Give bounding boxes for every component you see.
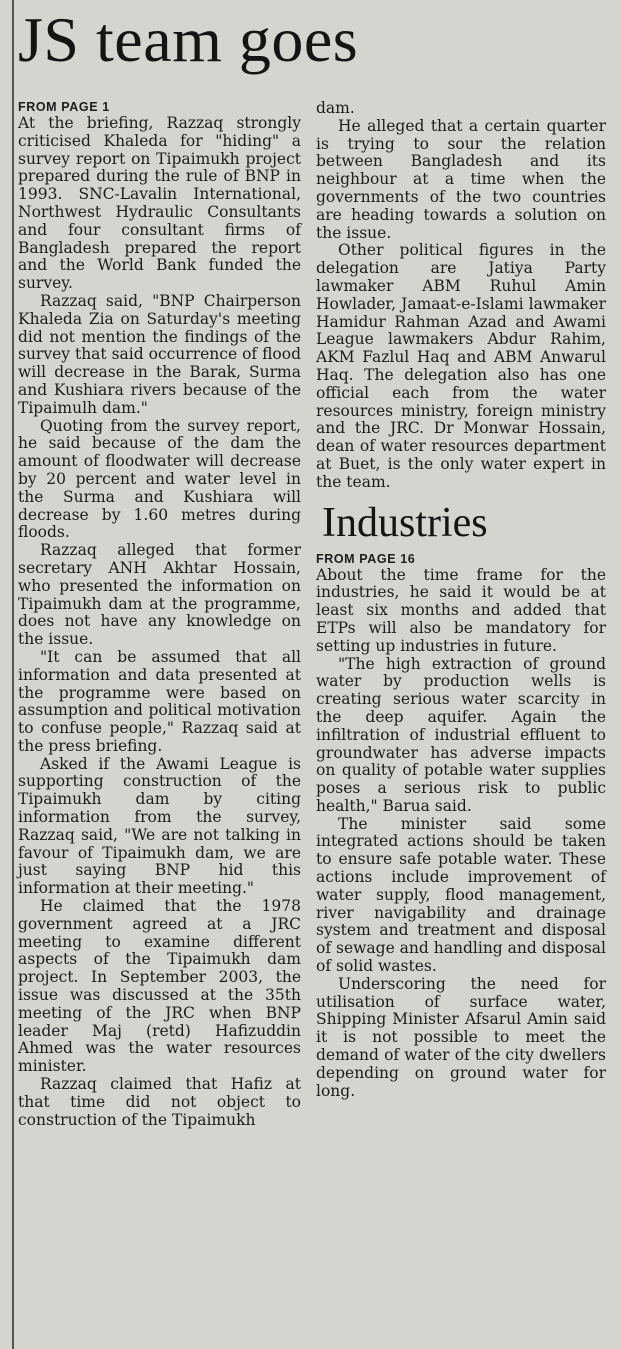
industries-headline: Industries bbox=[322, 499, 488, 546]
story2-kicker: FROM PAGE 16 bbox=[316, 551, 416, 566]
paragraph: The minister said some integrated actions should be taken to ensure safe potable water. These actions include improvement of water supply, flood management, river navigability and drainage system and treatment and disposal of sewage and handling and disposal of solid wastes. bbox=[316, 814, 606, 976]
paragraph: He alleged that a certain quarter is trying to sour the relation between Bangladesh and its neighbour at a time when the governments of the two countries are heading towards a solution on the issue. bbox=[316, 116, 606, 242]
paragraph: About the time frame for the industries, he said it would be at least six months and added that ETPs will also be mandatory for setting up industries in future. bbox=[316, 565, 606, 655]
paragraph: "The high extraction of ground water by production wells is creating serious water scarcity in the deep aquifer. Again the infiltration of industrial effluent to groundwater has adverse impacts on quality of potable water supplies poses a serious risk to public health," Barua said. bbox=[316, 654, 606, 815]
column-left bbox=[18, 100, 301, 1129]
paragraph: Asked if the Awami League is supporting construction of the Tipaimukh dam by citing information from the survey, Razzaq said, "We are not talking in favour of Tipaimukh dam, we are just saying BNP hid this information at their meeting." bbox=[18, 754, 301, 898]
paragraph: dam. bbox=[316, 99, 355, 117]
paragraph: "It can be assumed that all information and data presented at the programme were based on assumption and political motivation to confuse people," Razzaq said at the press briefing. bbox=[18, 647, 301, 755]
left-column-rule bbox=[12, 0, 14, 1349]
paragraph: Razzaq claimed that Hafiz at that time did not object to construction of the Tipaimukh bbox=[18, 1075, 301, 1129]
paragraph: Quoting from the survey report, he said because of the dam the amount of floodwater will decrease by 20 percent and water level in the Surma and Kushiara will decrease by 1.60 metres during floods. bbox=[18, 416, 301, 542]
paragraph: Underscoring the need for utilisation of surface water, Shipping Minister Afsarul Amin said it is not possible to meet the demand of water of the city dwellers depending on ground water for long. bbox=[316, 974, 606, 1100]
main-headline: JS team goes bbox=[18, 4, 359, 75]
paragraph: He claimed that the 1978 government agreed at a JRC meeting to examine different aspects of the Tipaimukh dam project. In September 2003, the issue was discussed at the 35th meeting of the JRC when BNP leader Maj (retd) Hafizuddin Ahmed was the water resources minister. bbox=[18, 897, 301, 1076]
story1-kicker: FROM PAGE 1 bbox=[18, 100, 110, 114]
column-right bbox=[316, 100, 606, 1100]
paragraph: Razzaq said, "BNP Chairperson Khaleda Zia on Saturday's meeting did not mention the findings of the survey that said occurrence of flood will decrease in the Barak, Surma and Kushiara rivers because of the Tipaimulh dam." bbox=[18, 291, 301, 417]
paragraph: At the briefing, Razzaq strongly criticised Khaleda for "hiding" a survey report on Tipaimukh project prepared during the rule of BNP in 1993. SNC-Lavalin International, Northwest Hydraulic Consultants and four consultant firms of Bangladesh prepared the report and the World Bank funded the survey. bbox=[18, 114, 301, 293]
paragraph: Other political figures in the delegation are Jatiya Party lawmaker ABM Ruhul Amin Howlader, Jamaat-e-Islami lawmaker Hamidur Rahman Azad and Awami League lawmakers Abdur Rahim, AKM Fazlul Haq and ABM Anwarul Haq. The delegation also has one official each from the water resources ministry, foreign ministry and the JRC. Dr Monwar Hossain, dean of water resources department at Buet, is the only water expert in the team. bbox=[316, 241, 606, 491]
paragraph: Razzaq alleged that former secretary ANH Akhtar Hossain, who presented the information on Tipaimukh dam at the programme, does not have any knowledge on the issue. bbox=[18, 541, 301, 649]
